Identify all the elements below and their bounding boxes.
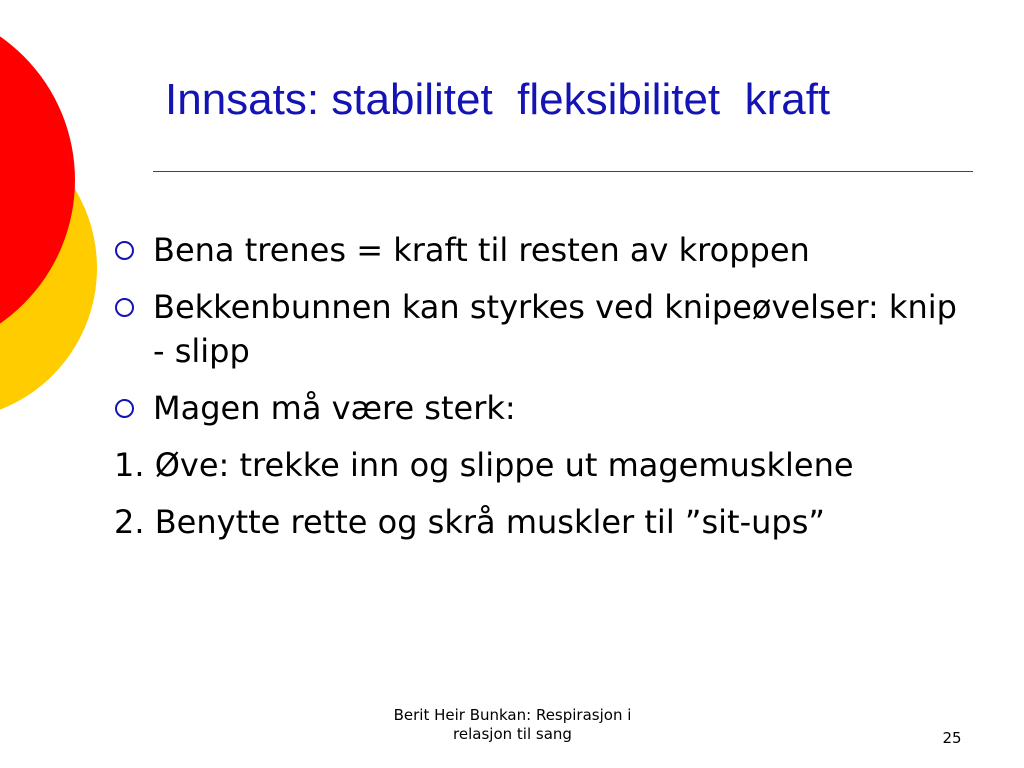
- hollow-circle-bullet-icon: [115, 298, 134, 317]
- numbered-text: 1. Øve: trekke inn og slippe ut magemusklene: [114, 446, 854, 484]
- title-divider: [153, 171, 973, 172]
- hollow-circle-bullet-icon: [115, 241, 134, 260]
- bullet-text: Magen må være sterk:: [153, 389, 516, 427]
- bullet-text: Bekkenbunnen kan styrkes ved knipeøvelser: knip - slipp: [153, 288, 957, 370]
- list-item: [112, 228, 972, 272]
- page-number: 25: [942, 729, 962, 747]
- numbered-text: 2. Benytte rette og skrå muskler til ”sit-ups”: [114, 503, 825, 541]
- list-item: [112, 386, 972, 430]
- footer-text: [340, 706, 685, 744]
- footer-line-2: relasjon til sang: [453, 725, 572, 743]
- hollow-circle-bullet-icon: [115, 399, 134, 418]
- footer-line-1: Berit Heir Bunkan: Respirasjon i: [393, 706, 632, 724]
- slide-title: Innsats: stabilitet fleksibilitet kraft: [165, 75, 831, 124]
- list-item: [112, 285, 972, 373]
- numbered-item: [112, 500, 972, 544]
- numbered-item: [112, 443, 972, 487]
- bullet-list: [112, 228, 972, 557]
- bullet-text: Bena trenes = kraft til resten av kroppen: [153, 231, 810, 269]
